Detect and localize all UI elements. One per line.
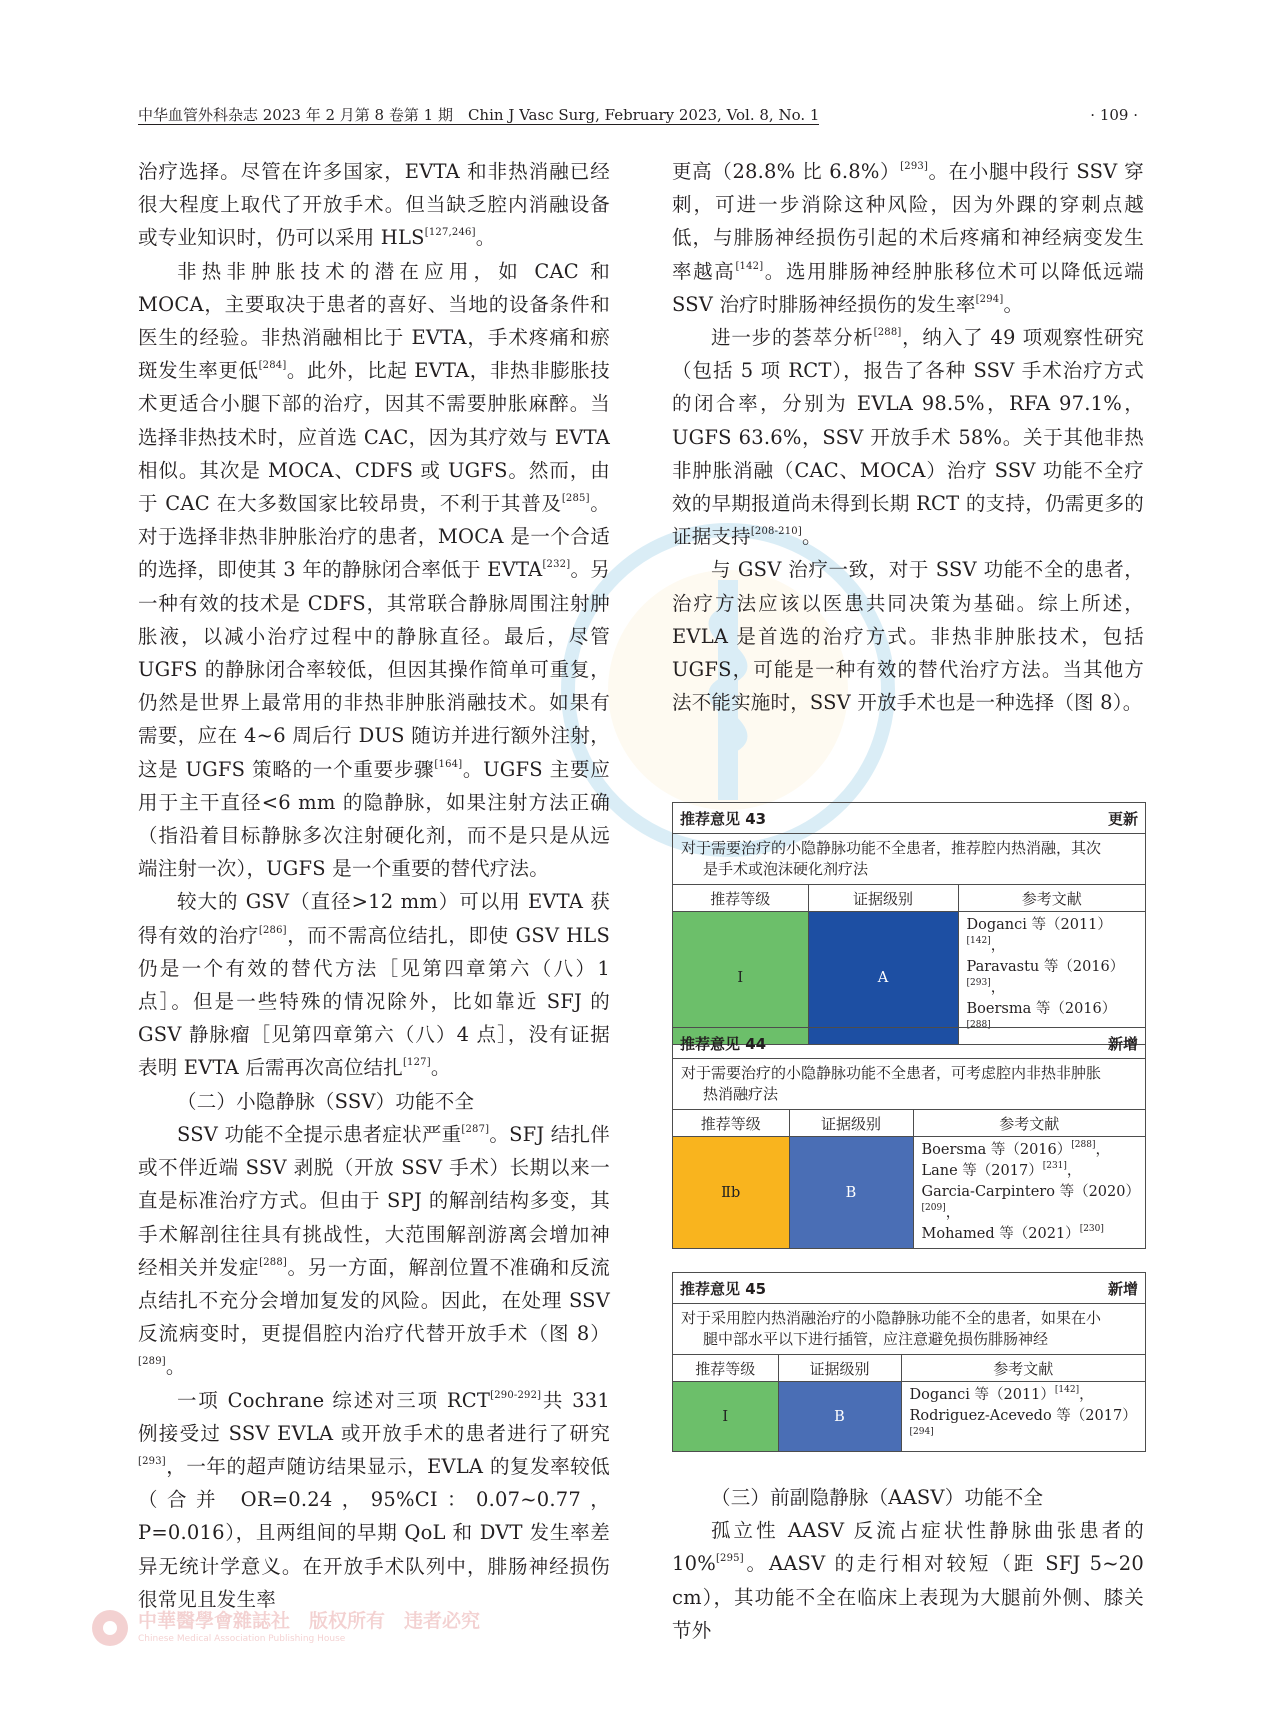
grade-cell: I: [673, 1382, 778, 1452]
paragraph: 进一步的荟萃分析[288]，纳入了 49 项观察性研究（包括 5 项 RCT），报告了各种 SSV 手术治疗方式的闭合率，分别为 EVLA 98.5%，RFA 97.1%，UGFS 63.6%，SSV 开放手术 58%。关于其他非热非肿胀消融（CAC、MOCA）治疗 SSV 功能不全疗效的早期报道尚未得到长期 RCT 的支持，仍需更多的证据支持[208-210]。: [672, 326, 1144, 549]
recommendation-header: [673, 1273, 1145, 1304]
references-cell: Doganci 等（2011）[142]， Rodriguez-Acevedo 等（2017）[294]: [909, 1385, 1137, 1437]
recommendation-status: 更新: [1107, 809, 1138, 828]
paragraph: 较大的 GSV（直径>12 mm）可以用 EVTA 获得有效的治疗[286]，而不需高位结扎，即使 GSV HLS 仍是一个有效的替代方法［见第四章第六（八）1 点］。但是一些特殊的情况除外，比如靠近 SFJ 的 GSV 静脉瘤［见第四章第六（八）4 点］，没有证据表明 EVTA 后需再次高位结扎[127]。: [138, 890, 611, 1080]
header-refs: 参考文献: [958, 885, 1145, 912]
section-heading: （三）前副隐静脉（AASV）功能不全: [711, 1486, 1044, 1509]
paragraph: 一项 Cochrane 综述对三项 RCT[290-292]共 331 例接受过 SSV EVLA 或开放手术的患者进行了研究[293]，一年的超声随访结果显示，EVLA 的复发率较低（合并 OR=0.24，95%CI：0.07~0.77，P=0.016），且两组间的早期 QoL 和 DVT 发生率差异无统计学意义。在开放手术队列中，腓肠神经损伤很常见且发生率: [138, 1388, 611, 1611]
level-cell: A: [808, 912, 958, 1045]
paragraph: 非热非肿胀技术的潜在应用，如 CAC 和 MOCA，主要取决于患者的喜好、当地的设备条件和医生的经验。非热消融相比于 EVTA，手术疼痛和瘀斑发生率更低[284]。此外，比起 EVTA，非热非膨胀技术更适合小腿下部的治疗，因其不需要肿胀麻醉。当选择非热技术时，应首选 CAC，因为其疗效与 EVTA 相似。其次是 MOCA、CDFS 或 UGFS。然而，由于 CAC 在大多数国家比较昂贵，不利于其普及[285]。对于选择非热非肿胀治疗的患者，MOCA 是一个合适的选择，即使其 3 年的静脉闭合率低于 EVTA[232]。另一种有效的技术是 CDFS，其常联合静脉周围注射肿胀液，以减小治疗过程中的静脉直径。最后，尽管 UGFS 的静脉闭合率较低，但因其操作简单可重复，仍然是世界上最常用的非热非肿胀消融技术。如果有需要，应在 4~6 周后行 DUS 随访并进行额外注射，这是 UGFS 策略的一个重要步骤[164]。UGFS 主要应用于主干直径<6 mm 的隐静脉，如果注射方法正确（指沿着目标静脉多次注射硬化剂，而不是只是从远端注射一次），UGFS 是一个重要的替代疗法。: [138, 259, 610, 881]
recommendation-box-43: [672, 802, 1146, 1045]
right-column: [672, 155, 1144, 719]
level-cell: B: [789, 1137, 913, 1249]
running-header: [138, 102, 1138, 128]
evidence-table: [673, 885, 1145, 1044]
recommendation-box-45: [672, 1272, 1146, 1452]
references-cell: Boersma 等（2016）[288]， Lane 等（2017）[231]， Garcia-Carpintero 等（2020）[209]， Mohamed 等（2021）[230]: [921, 1140, 1140, 1242]
header-refs: 参考文献: [901, 1355, 1145, 1382]
header-grade: 推荐等级: [673, 1110, 789, 1137]
header-grade: 推荐等级: [673, 885, 808, 912]
header-grade: 推荐等级: [673, 1355, 778, 1382]
right-column-bottom: [672, 1481, 1144, 1647]
header-level: 证据级别: [808, 885, 958, 912]
paragraph: 与 GSV 治疗一致，对于 SSV 功能不全的患者，治疗方法应该以医患共同决策为基础。综上所述，EVLA 是首选的治疗方式。非热非肿胀技术，包括 UGFS，可能是一种有效的替代治疗方法。当其他方法不能实施时，SSV 开放手术也是一种选择（图 8）。: [672, 558, 1144, 715]
evidence-table: [673, 1110, 1145, 1248]
paragraph: SSV 功能不全提示患者症状严重[287]。SFJ 结扎伴或不伴近端 SSV 剥脱（开放 SSV 手术）长期以来一直是标准治疗方式。但由于 SPJ 的解剖结构多变，其手术解剖往往具有挑战性，大范围解剖游离会增加神经相关并发症[288]。另一方面，解剖位置不准确和反流点结扎不充分会增加复发的风险。因此，在处理 SSV 反流病变时，更提倡腔内治疗代替开放手术（图 8）[289]。: [138, 1122, 610, 1379]
recommendation-status: 新增: [1107, 1279, 1138, 1298]
recommendation-text: 对于需要治疗的小隐静脉功能不全患者，可考虑腔内非热非肿胀 热消融疗法: [673, 1059, 1145, 1110]
section-heading: （二）小隐静脉（SSV）功能不全: [177, 1089, 475, 1113]
publisher-logo-watermark: 中華醫學會雜誌社 版权所有 违者必究 Chinese Medical Association Publishing House: [90, 1600, 560, 1670]
recommendation-title: 推荐意见 45: [680, 1279, 767, 1298]
recommendation-box-44: [672, 1027, 1146, 1249]
recommendation-title: 推荐意见 44: [680, 1034, 767, 1053]
level-cell: B: [778, 1382, 901, 1452]
recommendation-status: 新增: [1107, 1034, 1138, 1053]
paragraph: 孤立性 AASV 反流占症状性静脉曲张患者的 10%[295]。AASV 的走行相对较短（距 SFJ 5~20 cm），其功能不全在临床上表现为大腿前外侧、膝关节外: [672, 1519, 1144, 1642]
grade-cell: Ⅱb: [673, 1137, 789, 1249]
evidence-table: [673, 1355, 1145, 1451]
journal-title: 中华血管外科杂志 2023 年 2 月第 8 卷第 1 期 Chin J Vasc Surg, February 2023, Vol. 8, No. 1: [138, 106, 820, 124]
header-level: 证据级别: [789, 1110, 913, 1137]
flower-logo-icon: [90, 1608, 130, 1648]
page-number: · 109 ·: [1090, 106, 1138, 124]
recommendation-text: 对于采用腔内热消融治疗的小隐静脉功能不全的患者，如果在小 腿中部水平以下进行插管，应注意避免损伤腓肠神经: [673, 1304, 1145, 1355]
header-level: 证据级别: [778, 1355, 901, 1382]
paragraph: 更高（28.8% 比 6.8%）[293]。在小腿中段行 SSV 穿刺，可进一步消除这种风险，因为外踝的穿刺点越低，与腓肠神经损伤引起的术后疼痛和神经病变发生率越高[142]。选用腓肠神经肿胀移位术可以降低远端 SSV 治疗时腓肠神经损伤的发生率[294]。: [672, 160, 1144, 316]
header-refs: 参考文献: [913, 1110, 1145, 1137]
grade-cell: I: [673, 912, 808, 1045]
left-column: [138, 155, 610, 1616]
recommendation-header: [673, 1028, 1145, 1059]
paragraph: 治疗选择。尽管在许多国家，EVTA 和非热消融已经很大程度上取代了开放手术。但当缺乏腔内消融设备或专业知识时，仍可以采用 HLS[127,246]。: [138, 160, 610, 250]
references-cell: Doganci 等（2011）[142]， Paravastu 等（2016）[293]， Boersma 等（2016）[288]: [966, 917, 1125, 1030]
recommendation-text: 对于需要治疗的小隐静脉功能不全患者，推荐腔内热消融，其次 是手术或泡沫硬化剂疗法: [673, 834, 1145, 885]
recommendation-header: [673, 803, 1145, 834]
recommendation-title: 推荐意见 43: [680, 809, 767, 828]
